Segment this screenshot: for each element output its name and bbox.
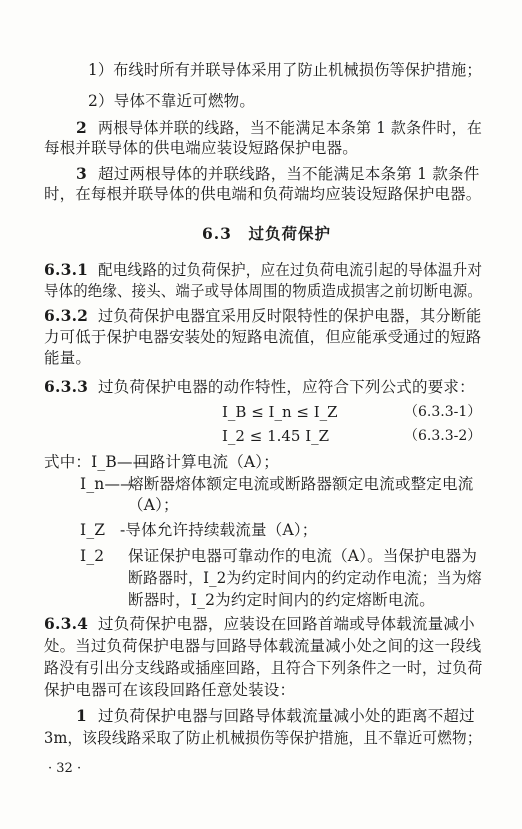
- formula: I_B ≤ I_n ≤ I_Z: [222, 403, 338, 421]
- item-number: 1: [76, 706, 87, 725]
- text-line: 力可低于保护电器安装处的短路电流值，但应能承受通过的短路: [44, 328, 482, 346]
- text-line: 熔断器熔体额定电流或断路器额定电流或整定电流: [128, 475, 474, 493]
- text-line: 保证保护电器可靠动作的电流（A）。当保护电器为: [128, 547, 478, 565]
- text-line: 断路器时，I_2为约定时间内的约定动作电流；当为熔: [128, 569, 482, 587]
- text-line: 两根导体并联的线路，当不能满足本条第 1 款条件时，在: [98, 119, 483, 137]
- formula-number: （6.3.3-2）: [404, 428, 482, 444]
- text-line: 保护电器可在该段回路任意处装设：: [44, 681, 296, 699]
- text-line: 2）导体不靠近可燃物。: [88, 92, 256, 110]
- text-line: 处。当过负荷保护电器与回路导体载流量减小处之间的这一段线: [44, 637, 482, 655]
- text-line: 时，在每根并联导体的供电端和负荷端均应装设短路保护电器。: [44, 185, 482, 203]
- text-line: 过负荷保护电器宜采用反时限特性的保护电器，其分断能: [98, 307, 482, 325]
- text-line: 过负荷保护电器与回路导体载流量减小处的距离不超过: [98, 707, 475, 725]
- section-title: 6.3 过负荷保护: [202, 224, 331, 243]
- text-line: 能量。: [44, 349, 92, 367]
- text-line: 断器时，I_2为约定时间内的约定熔断电流。: [128, 591, 435, 609]
- clause-number: 6.3.4: [44, 614, 89, 633]
- text-line: 过负荷保护电器，应装设在回路首端或导体载流量减小: [98, 615, 475, 633]
- symbol-lead: 式中：I_B——: [44, 453, 149, 471]
- text-line: 3m，该段线路采取了防止机械损伤等保护措施，且不靠近可燃物；: [44, 729, 482, 747]
- symbol: I_n——: [80, 475, 136, 493]
- clause-number: 6.3.2: [44, 306, 89, 325]
- text-line: 路没有引出分支线路或插座回路，且符合下列条件之一时，过负荷: [44, 659, 483, 677]
- clause-number: 6.3.1: [44, 260, 89, 279]
- clause-number: 6.3.3: [44, 377, 89, 396]
- text-line: （A）；: [128, 496, 179, 514]
- text-line: 导体的绝缘、接头、端子或导体周围的物质造成损害之前切断电源。: [44, 282, 483, 300]
- formula-number: （6.3.3-1）: [404, 404, 482, 420]
- page-number: · 32 ·: [48, 761, 82, 776]
- text-line: 过负荷保护电器的动作特性，应符合下列公式的要求：: [98, 378, 475, 396]
- symbol: I_2: [80, 547, 105, 565]
- text-line: 1）布线时所有并联导体采用了防止机械损伤等保护措施；: [88, 61, 482, 79]
- symbol: I_Z: [80, 521, 106, 539]
- item-number: 2: [76, 118, 87, 137]
- text-line: 每根并联导体的供电端应装设短路保护电器。: [44, 139, 359, 157]
- text-line: -导体允许持续载流量（A）；: [120, 521, 318, 539]
- text-line: 超过两根导体的并联线路，当不能满足本条第 1 款条件: [98, 165, 480, 183]
- text-line: 配电线路的过负荷保护，应在过负荷电流引起的导体温升对: [98, 261, 483, 279]
- text-line: 回路计算电流（A）；: [134, 453, 279, 471]
- item-number: 3: [76, 164, 87, 183]
- formula: I_2 ≤ 1.45 I_Z: [222, 427, 330, 445]
